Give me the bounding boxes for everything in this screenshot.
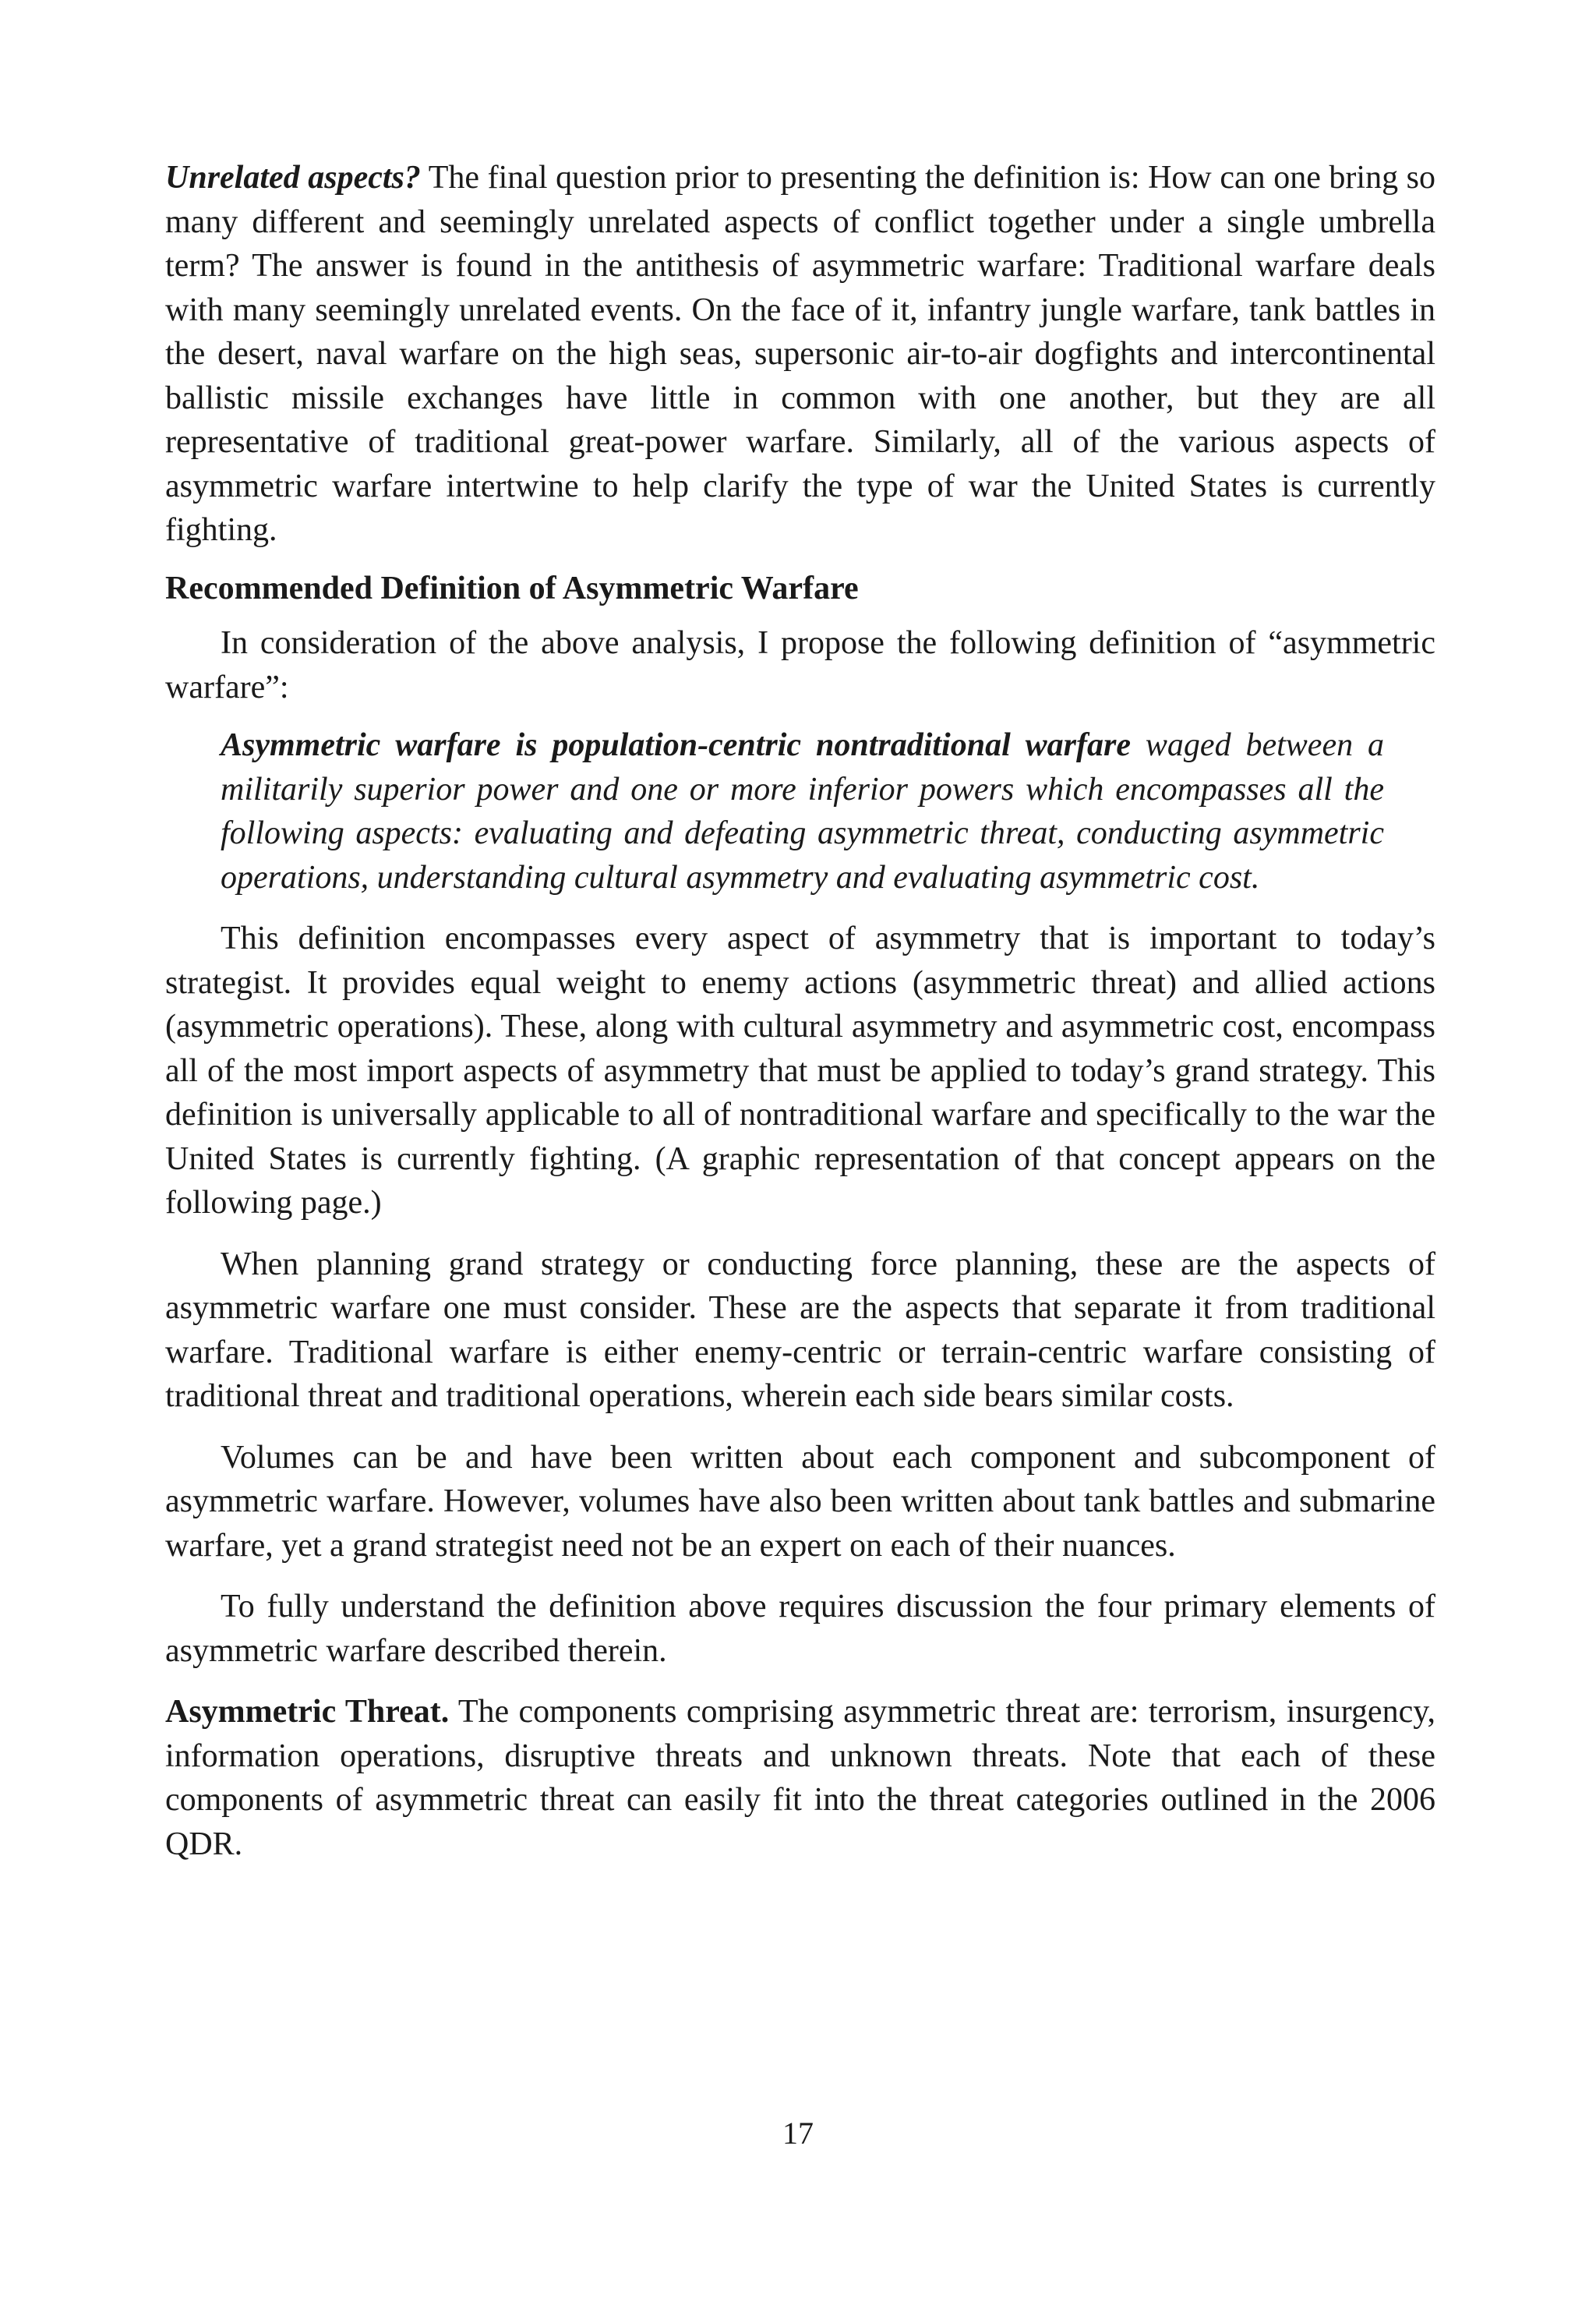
paragraph-definition-scope: This definition encompasses every aspect of asymmetry that is important to today’s strategist. It provides equal weight to enemy actions (asymmetric threat) and allied actions (asymmetric operations). These, along with cultural asymmetry and asymmetric cost, encompass all of the most import aspects of asymmetry that must be applied to today’s grand strategy. This definition is universally applicable to all of nontraditional warfare and specifically to the war the United States is currently fighting. (A graphic representation of that concept appears on the following page.) bbox=[165, 921, 1435, 1221]
run-in-heading-unrelated-aspects: Unrelated aspects? bbox=[165, 160, 421, 196]
definition-text: waged between a militarily superior power and one or more inferior powers which encompasses all the following aspects: evaluating and defeating asymmetric threat, conducting asymmetric operations, understanding cultural asymmetry and evaluating asymmetric cost. bbox=[221, 727, 1385, 896]
paragraph-understanding: To fully understand the definition above requires discussion the four primary elements of asymmetric warfare described therein. bbox=[165, 1589, 1435, 1669]
paragraph-text: The components comprising asymmetric threat are: terrorism, insurgency, information operations, disruptive threats and unknown threats. Note that each of these components of asymmetric threat can easily fit into the threat categories outlined in the 2006 QDR. bbox=[165, 1694, 1435, 1862]
paragraph-volumes: Volumes can be and have been written about each component and subcomponent of asymmetric warfare. However, volumes have also been written about tank battles and submarine warfare, yet a grand strategist need not be an expert on each of their nuances. bbox=[165, 1439, 1435, 1564]
paragraph-planning: When planning grand strategy or conducting force planning, these are the aspects of asymmetric warfare one must consider. These are the aspects that separate it from traditional warfare. Traditional warfare is either enemy-centric or terrain-centric warfare consisting of traditional threat and traditional operations, wherein each side bears similar costs. bbox=[165, 1246, 1435, 1414]
paragraph-asymmetric-threat bbox=[165, 1690, 1435, 1866]
paragraph-text: The final question prior to presenting the definition is: How can one bring so many different and seemingly unrelated aspects of conflict together under a single umbrella term? The answer is found in the antithesis of asymmetric warfare: Traditional warfare deals with many seemingly unrelated events. On the face of it, infantry jungle warfare, tank battles in the desert, naval warfare on the high seas, supersonic air-to-air dogfights and intercontinental ballistic missile exchanges have little in common with one another, but they are all representative of traditional great-power warfare. Similarly, all of the various aspects of asymmetric warfare intertwine to help clarify the type of war the United States is currently fighting. bbox=[165, 160, 1436, 548]
definition-lead: Asymmetric warfare is population-centric nontraditional warfare bbox=[221, 727, 1131, 763]
paragraph-unrelated-aspects bbox=[165, 156, 1435, 553]
page-number: 17 bbox=[782, 2116, 814, 2151]
paragraph-proposal: In consideration of the above analysis, I propose the following definition of “asymmetric warfare”: bbox=[165, 625, 1435, 705]
page-body bbox=[165, 156, 1435, 1866]
section-heading: Recommended Definition of Asymmetric Warfare bbox=[165, 570, 859, 606]
definition-block bbox=[221, 723, 1384, 900]
run-in-heading-asymmetric-threat: Asymmetric Threat. bbox=[165, 1694, 450, 1730]
